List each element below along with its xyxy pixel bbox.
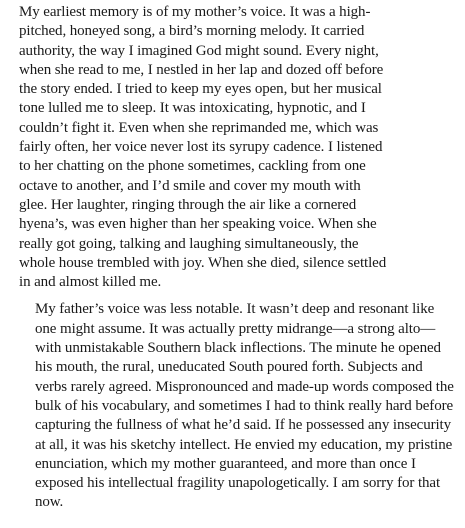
paragraph-mother-voice: My earliest memory is of my mother’s voice. It was a high- pitched, honeyed song, a bird’s morning melody. It carried authority, the way I imagined God might sound. Every night, when she read to me, I nestled in her lap and dozed off before the story ended. I tried to keep my eyes open, but her musical tone lulled me to sleep. It was intoxicating, hypnotic, and I couldn’t fight it. Even when she reprimanded me, which was fairly often, her voice never lost its syrupy cadence. I listened to her chatting on the phone sometimes, cackling from one octave to another, and I’d smile and cover my mouth with glee. Her laughter, ringing through the air like a cornered hyena’s, was even higher than her speaking voice. When she really got going, talking and laughing simultaneously, the whole house trembled with joy. When she died, silence settled in and almost killed me. bbox=[19, 4, 387, 291]
document-page bbox=[19, 3, 457, 528]
paragraph-father-voice: My father’s voice was less notable. It wasn’t deep and resonant like one might assume. It was actually pretty midrange—a strong alto—with unmistakable Southern black inflections. The minute he opened his mouth, the rural, uneducated South poured forth. Subjects and verbs rarely agreed. Mispronounced and made-up words composed the bulk of his vocabulary, and sometimes I had to think really hard before capturing the fullness of what he’d said. If he possessed any insecurity at all, it was his sketchy intellect. He envied my education, my pristine enunciation, which my mother guaranteed, and more than once I exposed his intellectual fragility unapologetically. I am sorry for that now. bbox=[35, 301, 454, 511]
